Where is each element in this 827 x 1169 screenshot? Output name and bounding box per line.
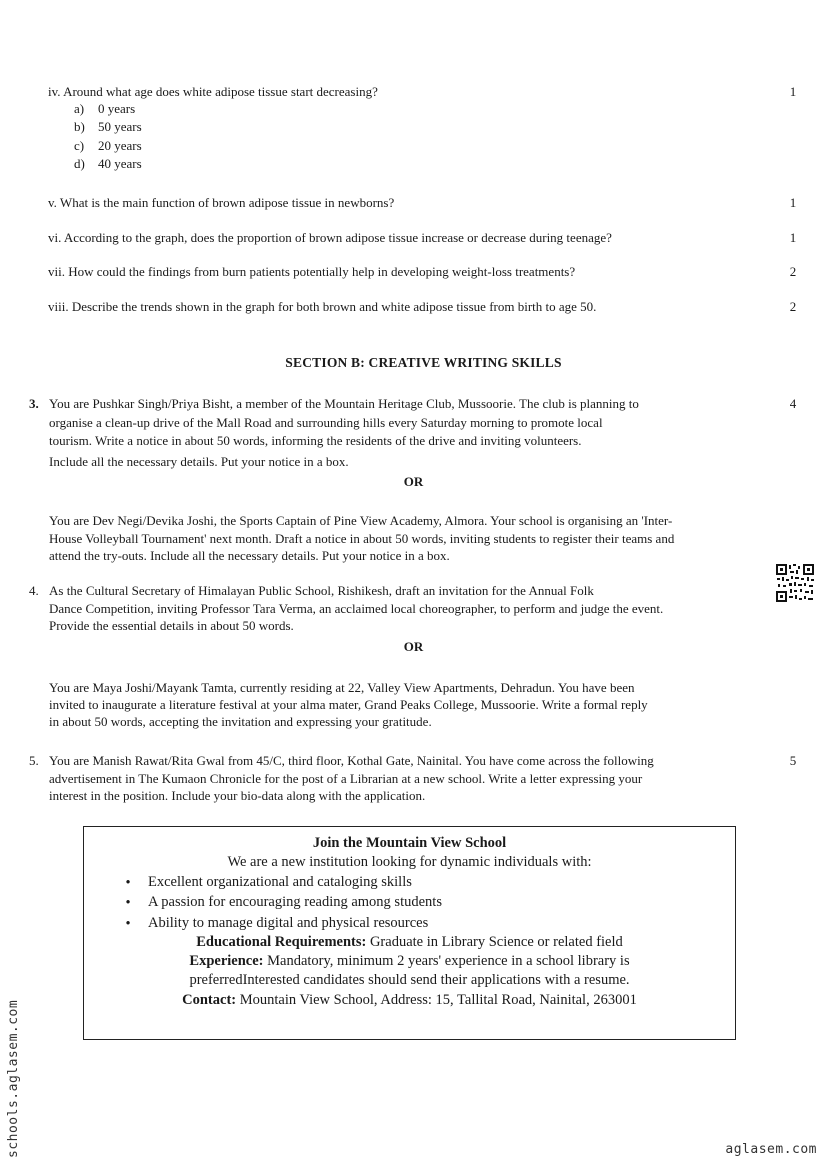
option-text: 40 years xyxy=(98,156,142,171)
experience-label: Experience: xyxy=(189,953,264,969)
question-number: iv. xyxy=(48,84,61,99)
question-viii xyxy=(48,299,596,315)
question-4-alt-line: You are Maya Joshi/Mayank Tamta, currently residing at 22, Valley View Apartments, Dehradun. You have been xyxy=(49,680,635,695)
question-v xyxy=(48,195,394,211)
question-number: viii. xyxy=(48,299,69,314)
question-number: vii. xyxy=(48,264,65,279)
advertisement-bullet: A passion for encouraging reading among students xyxy=(148,894,442,910)
education-requirements xyxy=(84,934,735,951)
advertisement-bullet: Ability to manage digital and physical resources xyxy=(148,915,429,931)
question-3-alt-line: attend the try-outs. Include all the necessary details. Put your notice in a box. xyxy=(49,548,450,563)
question-text: What is the main function of brown adipose tissue in newborns? xyxy=(59,195,395,210)
question-number: 5. xyxy=(29,753,39,768)
question-text: Around what age does white adipose tissue start decreasing? xyxy=(63,84,378,99)
option-text: 0 years xyxy=(98,101,136,116)
bullet-icon: • xyxy=(125,875,131,891)
advertisement-box xyxy=(83,826,736,1040)
question-5-line: You are Manish Rawat/Rita Gwal from 45/C, third floor, Kothal Gate, Nainital. You have come across the following xyxy=(49,753,654,768)
question-marks: 4 xyxy=(789,396,797,411)
question-vi xyxy=(48,230,612,246)
qr-code-icon xyxy=(775,563,815,603)
question-vii xyxy=(48,264,575,280)
question-4-line: As the Cultural Secretary of Himalayan Public School, Rishikesh, draft an invitation for the Annual Folk xyxy=(49,583,594,598)
or-divider: OR xyxy=(403,474,424,489)
question-3-alt-line: You are Dev Negi/Devika Joshi, the Sports Captain of Pine View Academy, Almora. Your school is organising an 'Inter- xyxy=(49,513,673,528)
option-label: d) xyxy=(74,156,85,171)
question-3-line: organise a clean-up drive of the Mall Road and surrounding hills every Saturday morning to promote local xyxy=(49,415,603,430)
question-3-line: Include all the necessary details. Put your notice in a box. xyxy=(49,454,349,469)
question-3-alt-line: House Volleyball Tournament' next month. Draft a notice in about 50 words, inviting students to register their teams and xyxy=(49,531,675,546)
question-3-line: tourism. Write a notice in about 50 words, informing the residents of the drive and inviting volunteers. xyxy=(49,433,582,448)
advertisement-intro: We are a new institution looking for dynamic individuals with: xyxy=(227,854,592,870)
option-text: 50 years xyxy=(98,119,142,134)
question-4-line: Dance Competition, inviting Professor Tara Verma, an acclaimed local choreographer, to perform and judge the event. xyxy=(49,601,664,616)
question-number: vi. xyxy=(48,230,62,245)
experience-requirements xyxy=(84,953,735,970)
bullet-icon: • xyxy=(125,916,131,932)
question-marks: 5 xyxy=(789,753,797,768)
question-4-alt-line: invited to inaugurate a literature festival at your alma mater, Grand Peaks College, Mussoorie. Write a formal reply xyxy=(49,697,648,712)
question-number: v. xyxy=(48,195,57,210)
education-label: Educational Requirements: xyxy=(196,934,367,950)
question-number: 3. xyxy=(29,396,39,411)
education-text: Graduate in Library Science or related field xyxy=(369,934,623,950)
question-marks: 1 xyxy=(789,195,797,210)
question-3-line: You are Pushkar Singh/Priya Bisht, a member of the Mountain Heritage Club, Mussoorie. The club is planning to xyxy=(49,396,639,411)
footer-watermark: aglasem.com xyxy=(725,1142,817,1157)
question-5-line: interest in the position. Include your bio-data along with the application. xyxy=(49,788,426,803)
section-title: SECTION B: CREATIVE WRITING SKILLS xyxy=(285,355,562,370)
bullet-icon: • xyxy=(125,895,131,911)
or-divider: OR xyxy=(403,639,424,654)
side-watermark: schools.aglasem.com xyxy=(6,999,21,1158)
question-marks: 2 xyxy=(789,299,797,314)
advertisement-bullet: Excellent organizational and cataloging skills xyxy=(148,874,412,890)
option-label: b) xyxy=(74,119,85,134)
question-4-line: Provide the essential details in about 50 words. xyxy=(49,618,294,633)
contact-info xyxy=(84,992,735,1009)
question-marks: 1 xyxy=(789,84,797,99)
question-marks: 1 xyxy=(789,230,797,245)
question-text: How could the findings from burn patients potentially help in developing weight-loss treatments? xyxy=(68,264,576,279)
question-marks: 2 xyxy=(789,264,797,279)
question-4-alt-line: in about 50 words, accepting the invitation and expressing your gratitude. xyxy=(49,714,432,729)
advertisement-title: Join the Mountain View School xyxy=(312,835,507,851)
option-label: a) xyxy=(74,101,85,116)
experience-text: Mandatory, minimum 2 years' experience in a school library is xyxy=(267,953,630,969)
contact-label: Contact: xyxy=(182,992,237,1008)
option-text: 20 years xyxy=(98,138,142,153)
question-iv xyxy=(48,84,378,100)
contact-text: Mountain View School, Address: 15, Tallital Road, Nainital, 263001 xyxy=(239,992,637,1008)
question-5-line: advertisement in The Kumaon Chronicle for the post of a Librarian at a new school. Write a letter expressing your xyxy=(49,771,643,786)
question-number: 4. xyxy=(29,583,39,598)
option-label: c) xyxy=(74,138,85,153)
question-text: Describe the trends shown in the graph for both brown and white adipose tissue from birth to age 50. xyxy=(71,299,597,314)
experience-text-continued: preferredInterested candidates should send their applications with a resume. xyxy=(189,972,630,988)
question-text: According to the graph, does the proportion of brown adipose tissue increase or decrease during teenage? xyxy=(63,230,612,245)
